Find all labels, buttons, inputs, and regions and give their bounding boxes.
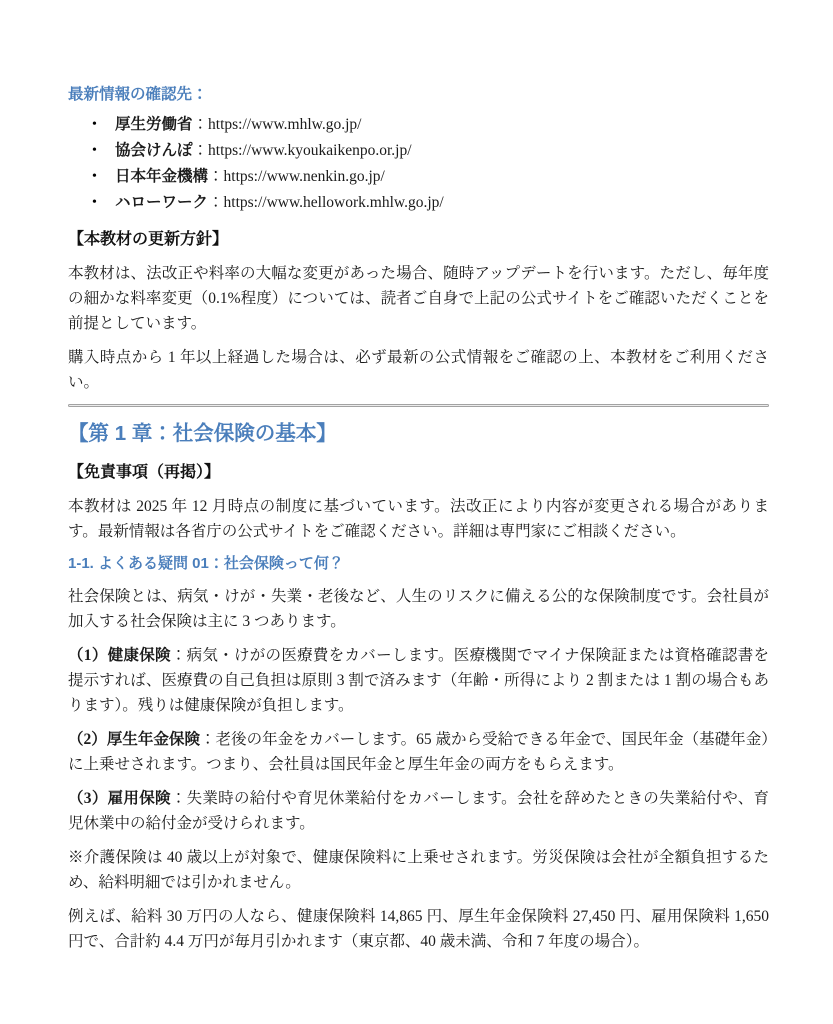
source-url: https://www.kyoukaikenpo.or.jp/ bbox=[208, 142, 412, 159]
source-url: https://www.mhlw.go.jp/ bbox=[208, 116, 362, 133]
update-policy-heading: 【本教材の更新方針】 bbox=[68, 231, 229, 248]
latest-info-heading: 最新情報の確認先： bbox=[68, 86, 208, 103]
insurance-item-2-body: 老後の年金をカバーします。65 歳から受給できる年金で、国民年金（基礎年金）に上乗せされます。つまり、会社員は国民年金と厚生年金の両方をもらえます。 bbox=[68, 731, 769, 773]
bullet-icon: • bbox=[92, 143, 97, 158]
list-item bbox=[68, 190, 769, 216]
insurance-item-3-paragraph bbox=[68, 786, 769, 836]
source-separator: ： bbox=[208, 194, 224, 211]
source-url: https://www.nenkin.go.jp/ bbox=[223, 168, 385, 185]
source-label: 日本年金機構 bbox=[115, 168, 209, 185]
disclaimer-heading: 【免責事項（再掲）】 bbox=[68, 464, 221, 481]
source-label: 厚生労働省 bbox=[115, 116, 193, 133]
insurance-item-separator: ： bbox=[199, 731, 216, 748]
list-item bbox=[68, 164, 769, 190]
source-separator: ： bbox=[192, 142, 209, 159]
example-paragraph: 例えば、給料 30 万円の人なら、健康保険料 14,865 円、厚生年金保険料 27,450 円、雇用保険料 1,650 円で、合計約 4.4 万円が毎月引かれます（東京都、40 歳未満、令和 7 年度の場合）。 bbox=[68, 908, 769, 950]
source-label: ハローワーク bbox=[115, 194, 209, 211]
bullet-icon: • bbox=[92, 169, 97, 184]
insurance-item-2-paragraph bbox=[68, 727, 769, 777]
update-policy-paragraph-1: 本教材は、法改正や料率の大幅な変更があった場合、随時アップデートを行います。ただし、毎年度の細かな料率変更（0.1%程度）については、読者ご自身で上記の公式サイトをご確認いただくことを前提としています。 bbox=[68, 265, 769, 332]
source-label: 協会けんぽ bbox=[115, 142, 193, 159]
note-paragraph: ※介護保険は 40 歳以上が対象で、健康保険料に上乗せされます。労災保険は会社が全額負担するため、給料明細では引かれません。 bbox=[68, 849, 769, 891]
insurance-item-1-body: 病気・けがの医療費をカバーします。医療機関でマイナ保険証または資格確認書を提示すれば、医療費の自己負担は原則 3 割で済みます（年齢・所得により 2 割または 1 割の場合もあります）。残りは健康保険が負担します。 bbox=[68, 647, 769, 714]
update-policy-paragraph-2: 購入時点から 1 年以上経過した場合は、必ず最新の公式情報をご確認の上、本教材をご利用ください。 bbox=[68, 349, 769, 391]
section-1-1-intro-paragraph: 社会保険とは、病気・けが・失業・老後など、人生のリスクに備える公的な保険制度です。会社員が加入する社会保険は主に 3 つあります。 bbox=[68, 588, 769, 630]
disclaimer-paragraph: 本教材は 2025 年 12 月時点の制度に基づいています。法改正により内容が変更される場合があります。最新情報は各省庁の公式サイトをご確認ください。詳細は専門家にご相談ください。 bbox=[68, 498, 769, 540]
insurance-item-1-paragraph bbox=[68, 643, 769, 718]
insurance-item-separator: ： bbox=[170, 647, 187, 664]
source-separator: ： bbox=[208, 168, 224, 185]
insurance-item-2-label: （2）厚生年金保険 bbox=[68, 731, 200, 748]
source-separator: ： bbox=[192, 116, 209, 133]
horizontal-rule bbox=[68, 404, 769, 407]
sources-list bbox=[68, 112, 769, 216]
bullet-icon: • bbox=[92, 117, 97, 132]
insurance-item-1-label: （1）健康保険 bbox=[68, 647, 171, 664]
insurance-item-separator: ： bbox=[170, 790, 187, 807]
insurance-item-3-label: （3）雇用保険 bbox=[68, 790, 171, 807]
chapter-1-heading: 【第 1 章：社会保険の基本】 bbox=[68, 422, 337, 445]
list-item bbox=[68, 112, 769, 138]
insurance-item-3-body: 失業時の給付や育児休業給付をカバーします。会社を辞めたときの失業給付や、育児休業中の給付金が受けられます。 bbox=[68, 790, 769, 832]
section-1-1-heading: 1-1. よくある疑問 01：社会保険って何？ bbox=[68, 555, 344, 572]
bullet-icon: • bbox=[92, 195, 97, 210]
list-item bbox=[68, 138, 769, 164]
source-url: https://www.hellowork.mhlw.go.jp/ bbox=[223, 194, 444, 211]
